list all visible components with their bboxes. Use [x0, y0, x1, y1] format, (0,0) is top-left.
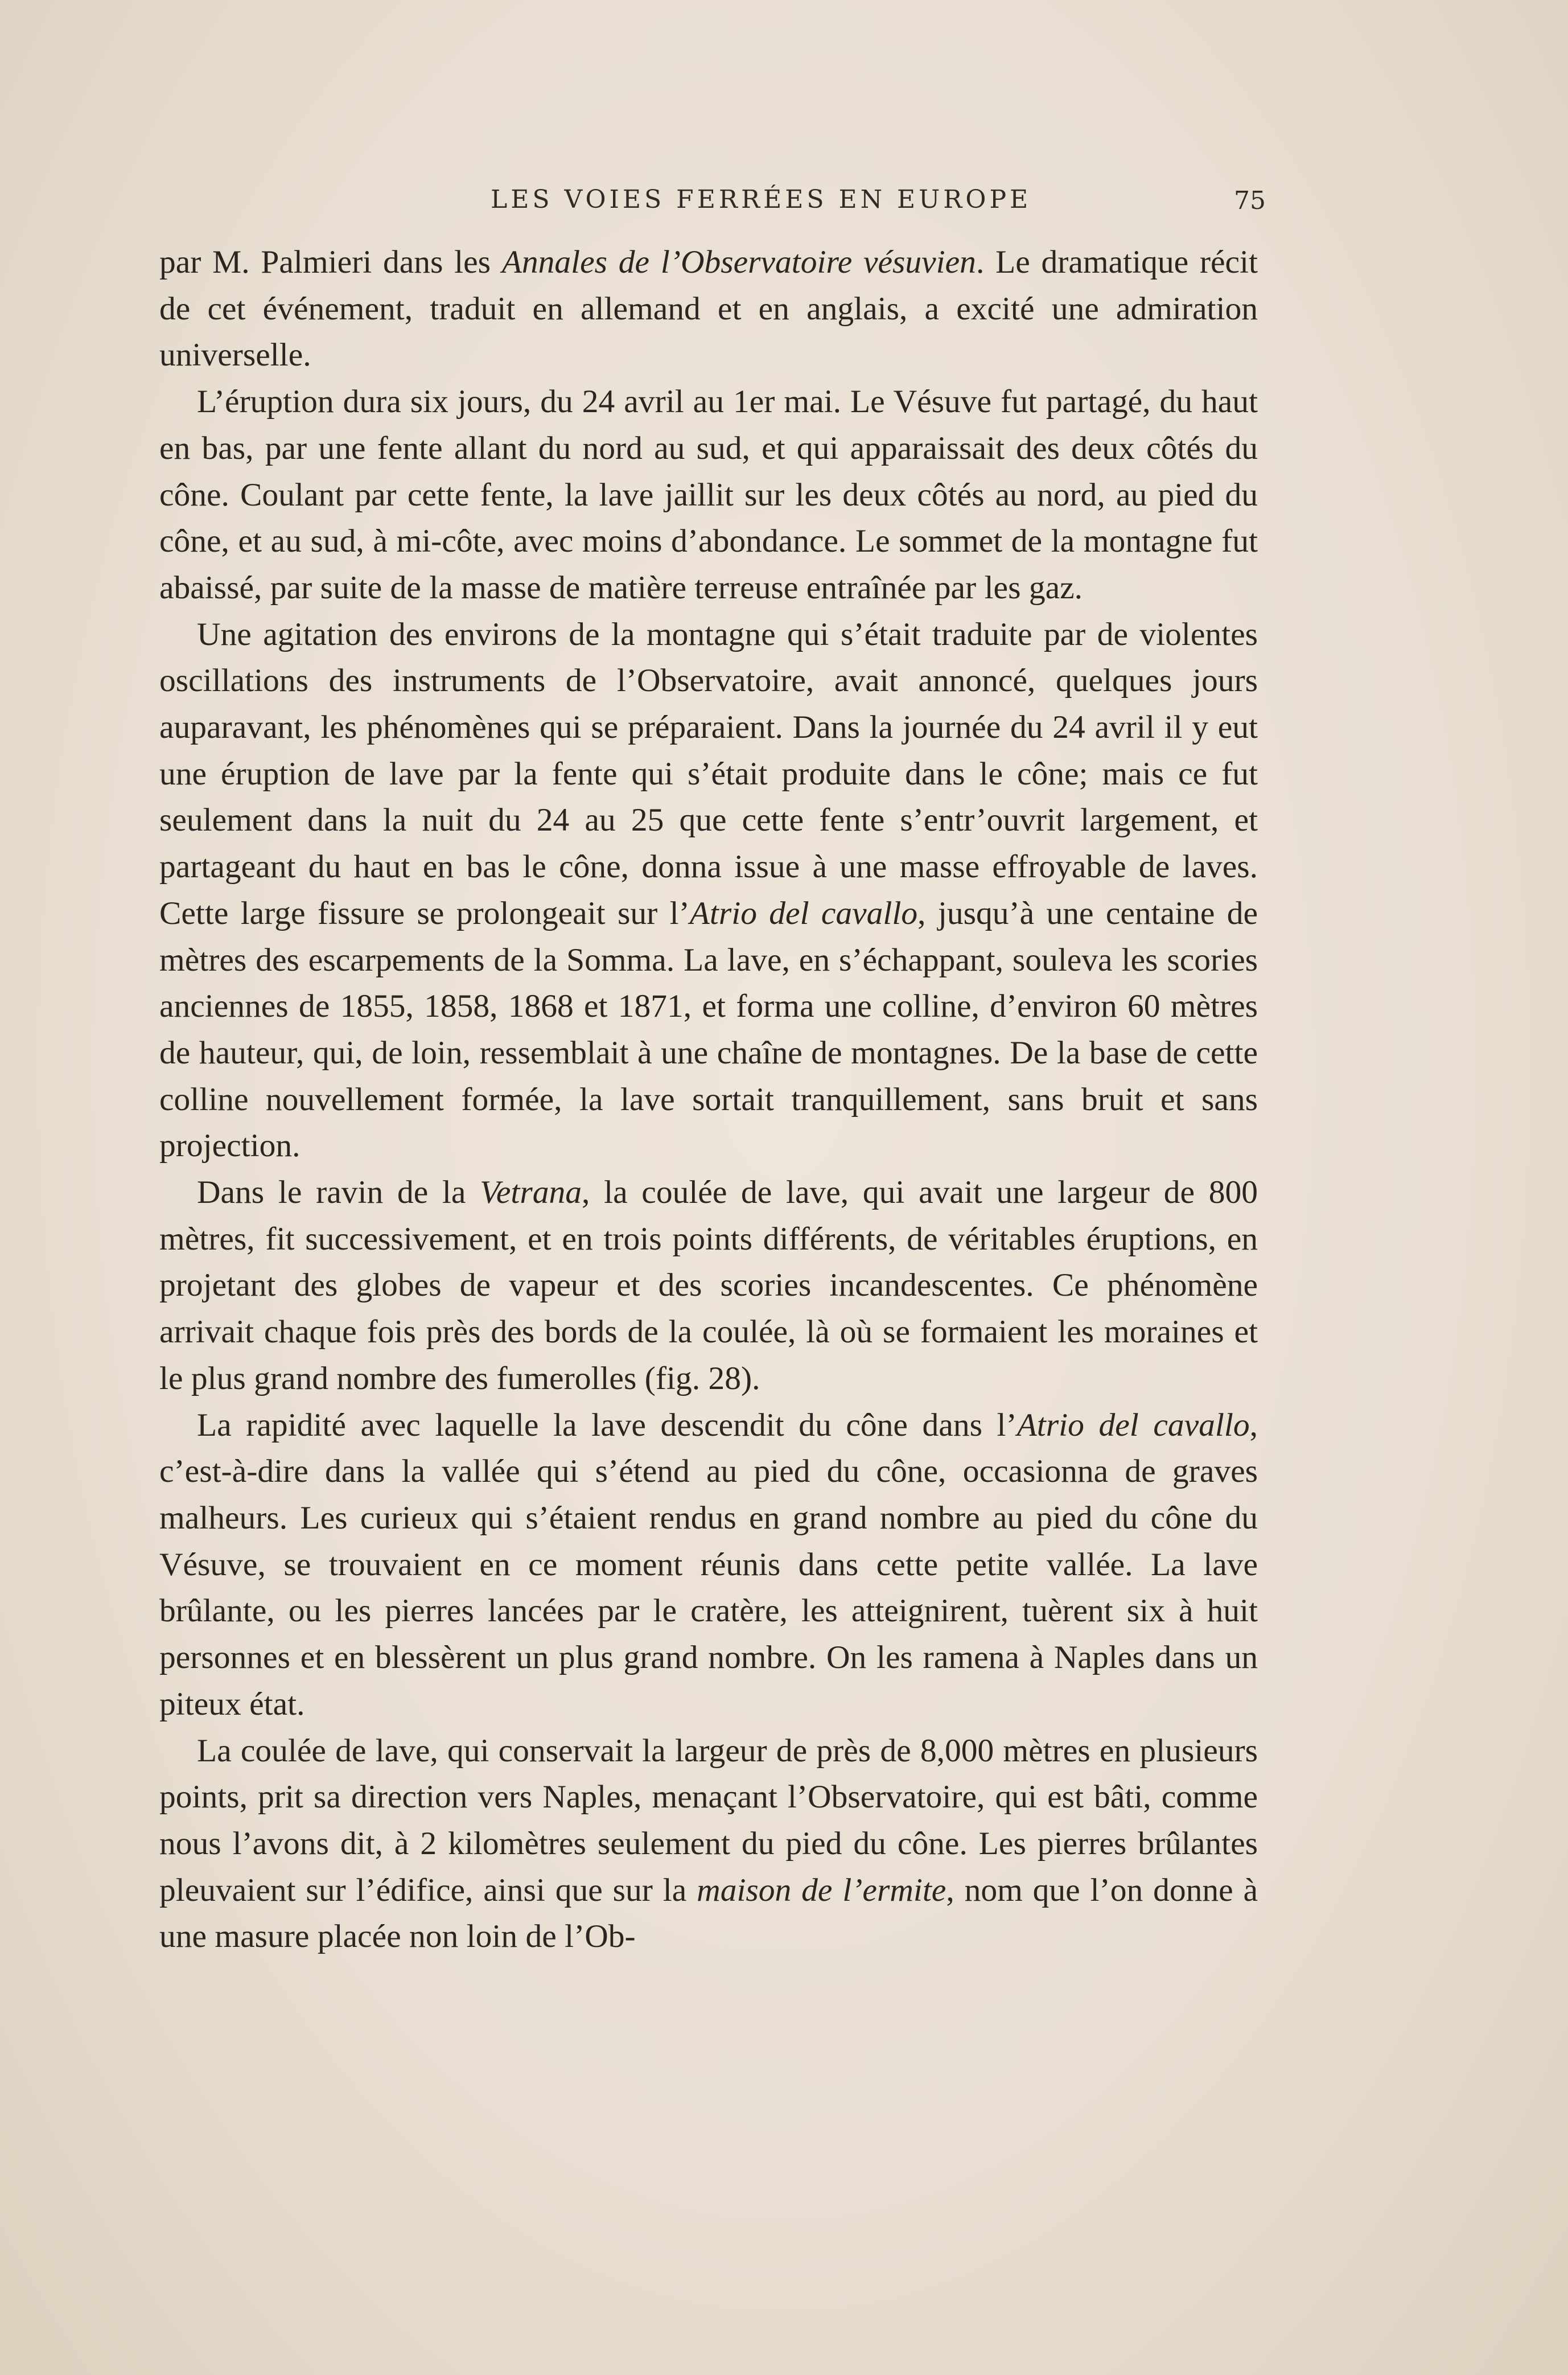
page-header	[0, 185, 1568, 225]
paragraph-3-text-b: , jusqu’à une centaine de mètres des escarpements de la Somma. La lave, en s’échappant, souleva les scories anciennes de 1855, 1858, 1868 et 1871, et forma une colline, d’environ 60 mètres de hauteur, qui, de loin, ressemblait à une chaîne de montagnes. De la base de cette colline nouvellement formée, la lave sortait tranquillement, sans bruit et sans projection.	[159, 895, 1258, 1164]
paragraph-5	[159, 1402, 1258, 1728]
paragraph-4-place: Vetrana	[480, 1174, 582, 1211]
paragraph-5-text-b: , c’est-à-dire dans la vallée qui s’étend au pied du cône, occasionna de graves malheurs. Les curieux qui s’étaient rendus en grand nombre au pied du cône du Vésuve, se trouvaient en ce moment réunis dans cette petite vallée. La lave brûlante, ou les pierres lancées par le cratère, les atteignirent, tuèrent six à huit personnes et en blessèrent un plus grand nombre. On les ramena à Naples dans un piteux état.	[159, 1407, 1258, 1722]
running-title: LES VOIES FERRÉES EN EUROPE	[491, 185, 1032, 214]
page-number: 75	[1234, 186, 1266, 215]
body-text	[159, 239, 1258, 1960]
paragraph-6-place: maison de l’ermite	[697, 1872, 946, 1908]
paragraph-4-text-a: Dans le ravin de la	[197, 1174, 480, 1211]
paragraph-6	[159, 1728, 1258, 1961]
paragraph-3	[159, 611, 1258, 1169]
paragraph-6-text-b: , nom que l’on donne à une masure placée non loin de l’Ob-	[159, 1872, 1258, 1955]
paragraph-3-text-a: Une agitation des environs de la montagne qui s’était traduite par de violentes oscillations des instruments de l’Observatoire, avait annoncé, quelques jours auparavant, les phénomènes qui se préparaient. Dans la journée du 24 avril il y eut une éruption de lave par la fente qui s’était produite dans le cône; mais ce fut seulement dans la nuit du 24 au 25 que cette fente s’entr’ouvrit largement, et partageant du haut en bas le cône, donna issue à une masse effroyable de laves. Cette large fissure se prolongeait sur l’	[159, 616, 1258, 931]
paragraph-1-text-b: . Le dramatique récit de cet événement, traduit en allemand et en anglais, a excité une admiration universelle.	[159, 244, 1258, 373]
paragraph-2-text: L’éruption dura six jours, du 24 avril au 1er mai. Le Vésuve fut partagé, du haut en bas, par une fente allant du nord au sud, et qui apparaissait des deux côtés du cône. Coulant par cette fente, la lave jaillit sur les deux côtés au nord, au pied du cône, et au sud, à mi-côte, avec moins d’abondance. Le sommet de la montagne fut abaissé, par suite de la masse de matière terreuse entraînée par les gaz.	[159, 384, 1258, 606]
paragraph-6-text-a: La coulée de lave, qui conservait la largeur de près de 8,000 mètres en plusieurs points, prit sa direction vers Naples, menaçant l’Observatoire, qui est bâti, comme nous l’avons dit, à 2 kilomètres seulement du pied du cône. Les pierres brûlantes pleuvaient sur l’édifice, ainsi que sur la	[159, 1732, 1258, 1908]
paragraph-1-text-a: par M. Palmieri dans les	[159, 244, 502, 280]
paragraph-2	[159, 379, 1258, 611]
paragraph-4	[159, 1169, 1258, 1402]
paragraph-5-place: Atrio del cavallo	[1016, 1407, 1250, 1443]
paragraph-5-text-a: La rapidité avec laquelle la lave descendit du cône dans l’	[197, 1407, 1017, 1443]
paragraph-3-place: Atrio del cavallo	[689, 895, 918, 931]
paragraph-1	[159, 239, 1258, 379]
paragraph-1-title: Annales de l’Observatoire vésuvien	[501, 244, 976, 280]
paragraph-4-text-b: , la coulée de lave, qui avait une largeur de 800 mètres, fit successivement, et en trois points différents, de véritables éruptions, en projetant des globes de vapeur et des scories incandescentes. Ce phénomène arrivait chaque fois près des bords de la coulée, là où se formaient les moraines et le plus grand nombre des fumerolles (fig. 28).	[159, 1174, 1258, 1396]
